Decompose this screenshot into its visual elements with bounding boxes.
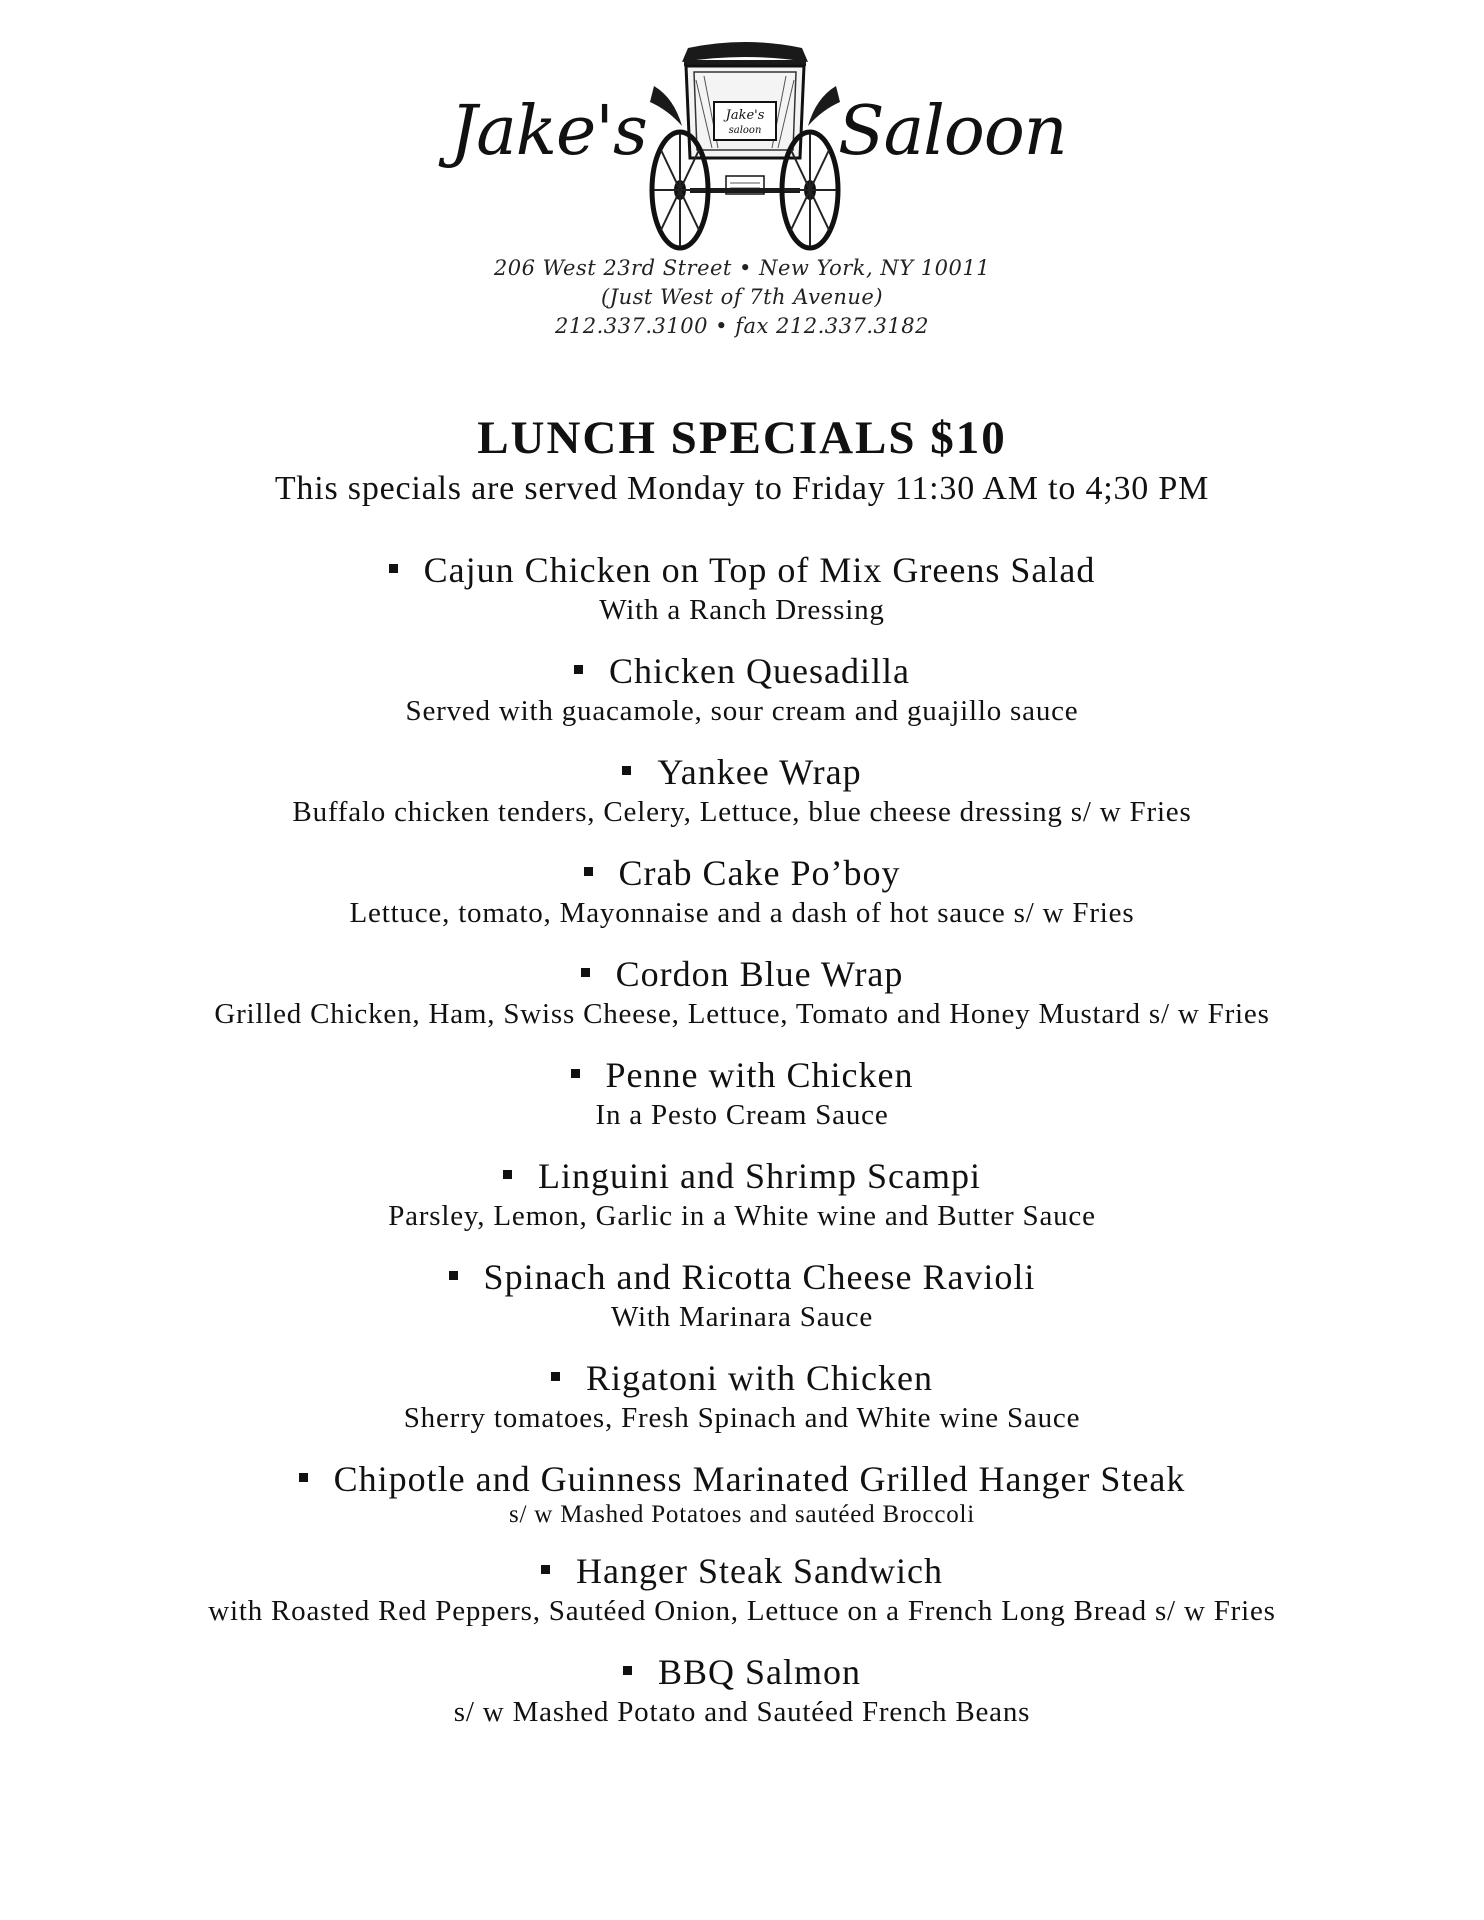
brand-name-right: Saloon: [838, 92, 1067, 171]
menu-item: [0, 548, 1484, 649]
bullet-icon: [449, 1271, 458, 1280]
menu-item: [0, 649, 1484, 750]
menu-item-description: In a Pesto Cream Sauce: [595, 1099, 889, 1131]
page-subtitle: This specials are served Monday to Friday 11:30 AM to 4;30 PM: [274, 470, 1210, 507]
brand-name-left: Jake's: [450, 92, 647, 171]
bullet-icon: [551, 1372, 560, 1381]
menu-item-name: Chipotle and Guinness Marinated Grilled Hanger Steak: [333, 1459, 1186, 1499]
menu-item: [0, 1053, 1484, 1154]
page-title: LUNCH SPECIALS $10: [477, 412, 1007, 464]
menu-item: [0, 1549, 1484, 1650]
menu-item-description: Served with guacamole, sour cream and guajillo sauce: [405, 695, 1079, 727]
menu-item-name: Crab Cake Po’boy: [618, 853, 901, 893]
menu-item-description: Grilled Chicken, Ham, Swiss Cheese, Lettuce, Tomato and Honey Mustard s/ w Fries: [214, 998, 1270, 1030]
bullet-icon: [584, 867, 593, 876]
logo-sign-subtext: saloon: [728, 125, 762, 136]
menu-item-description: With Marinara Sauce: [610, 1301, 874, 1333]
menu-item: [0, 1457, 1484, 1549]
menu-item-description: Parsley, Lemon, Garlic in a White wine and Butter Sauce: [388, 1200, 1096, 1232]
menu-item-description: With a Ranch Dressing: [599, 594, 885, 626]
phone-fax: 212.337.3100 • fax 212.337.3182: [555, 314, 929, 338]
address-note: (Just West of 7th Avenue): [600, 285, 884, 309]
menu-item: [0, 851, 1484, 952]
bullet-icon: [389, 564, 398, 573]
menu-item-name: Penne with Chicken: [605, 1055, 914, 1095]
menu-item-name: Hanger Steak Sandwich: [576, 1551, 943, 1591]
menu-item-name: Cordon Blue Wrap: [615, 954, 904, 994]
bullet-icon: [571, 1069, 580, 1078]
menu-item-name: BBQ Salmon: [657, 1652, 862, 1692]
menu-item-description: Sherry tomatoes, Fresh Spinach and White wine Sauce: [403, 1402, 1081, 1434]
menu-item-name: Yankee Wrap: [657, 752, 862, 792]
bullet-icon: [574, 665, 583, 674]
bullet-icon: [541, 1565, 550, 1574]
menu-item-description: with Roasted Red Peppers, Sautéed Onion, Lettuce on a French Long Bread s/ w Fries: [208, 1595, 1276, 1627]
menu-item: [0, 1356, 1484, 1457]
menu-item: [0, 1154, 1484, 1255]
bullet-icon: [299, 1473, 308, 1482]
bullet-icon: [623, 1666, 632, 1675]
menu-item-name: Spinach and Ricotta Cheese Ravioli: [483, 1257, 1036, 1297]
menu-item: [0, 1650, 1484, 1751]
menu-item: [0, 952, 1484, 1053]
carriage-logo-icon: [640, 40, 850, 252]
menu-list: [0, 548, 1484, 1751]
menu-item-name: Linguini and Shrimp Scampi: [538, 1156, 981, 1196]
bullet-icon: [581, 968, 590, 977]
menu-item-name: Rigatoni with Chicken: [586, 1358, 933, 1398]
menu-item: [0, 750, 1484, 851]
menu-item-description: s/ w Mashed Potatoes and sautéed Broccoli: [508, 1501, 976, 1528]
logo-sign-text: Jake's: [725, 108, 765, 123]
menu-item-description: Buffalo chicken tenders, Celery, Lettuce, blue cheese dressing s/ w Fries: [292, 796, 1192, 828]
bullet-icon: [503, 1170, 512, 1179]
menu-item-name: Cajun Chicken on Top of Mix Greens Salad: [423, 550, 1096, 590]
header: [0, 40, 1484, 350]
address-street: 206 West 23rd Street • New York, NY 10011: [493, 256, 991, 280]
menu-item-description: Lettuce, tomato, Mayonnaise and a dash of hot sauce s/ w Fries: [349, 897, 1135, 929]
menu-item-description: s/ w Mashed Potato and Sautéed French Beans: [453, 1696, 1031, 1728]
menu-item-name: Chicken Quesadilla: [609, 651, 910, 691]
address-block: [0, 254, 1484, 341]
bullet-icon: [622, 766, 631, 775]
menu-item: [0, 1255, 1484, 1356]
